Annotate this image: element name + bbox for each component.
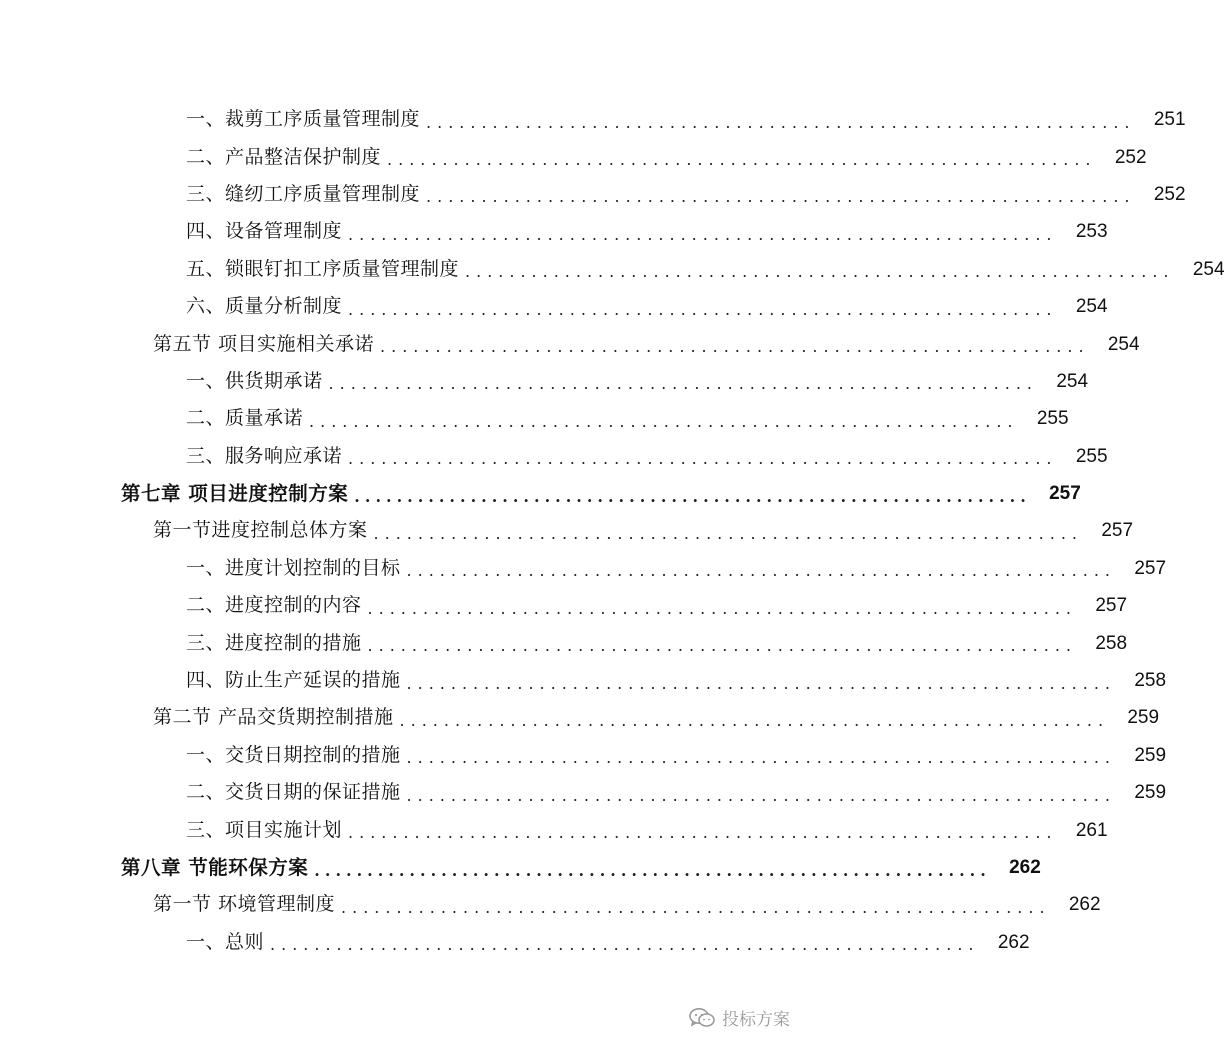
toc-dot-leader: ................................................................ [367, 598, 1078, 618]
toc-entry-title: 一、供货期承诺 [186, 369, 323, 392]
toc-entry-title: 第七章 项目进度控制方案 [121, 481, 349, 505]
toc-page-number: 261 [1075, 819, 1108, 841]
toc-dot-leader: ................................................................ [406, 561, 1117, 581]
toc-entry-title: 第五节 项目实施相关承诺 [153, 332, 375, 355]
toc-entry-title: 第一节进度控制总体方案 [153, 519, 368, 542]
toc-subsection-entry [0, 138, 1147, 175]
toc-entry-title: 三、缝纫工序质量管理制度 [186, 182, 421, 205]
toc-page-number: 254 [1192, 258, 1225, 280]
toc-dot-leader: ................................................................ [406, 785, 1117, 805]
toc-dot-leader: ................................................................ [426, 112, 1136, 132]
toc-dot-leader: ................................................................ [399, 710, 1110, 730]
toc-page-number: 257 [1101, 520, 1134, 542]
toc-subsection-entry [0, 587, 1128, 624]
toc-entry-title: 二、产品整洁保护制度 [186, 145, 382, 168]
toc-page-number: 257 [1049, 483, 1081, 505]
toc-subsection-entry [0, 737, 1167, 774]
toc-entry-title: 四、设备管理制度 [186, 220, 343, 243]
toc-entry-title: 一、总则 [186, 930, 265, 953]
watermark-text: 投标方案 [722, 1010, 790, 1030]
toc-chapter-entry [0, 475, 1081, 512]
toc-subsection-entry [0, 624, 1128, 661]
toc-subsection-entry [0, 213, 1108, 250]
toc-dot-leader: ................................................................ [367, 636, 1078, 656]
toc-page-number: 254 [1056, 370, 1089, 392]
toc-page-number: 252 [1153, 183, 1186, 205]
toc-entry-title: 五、锁眼钉扣工序质量管理制度 [186, 257, 460, 280]
toc-chapter-entry [0, 849, 1041, 886]
toc-entry-title: 六、质量分析制度 [186, 295, 343, 318]
toc-entry-title: 四、防止生产延误的措施 [186, 669, 401, 692]
toc-dot-leader: ................................................................ [341, 897, 1051, 917]
toc-dot-leader: ................................................................ [270, 935, 980, 955]
toc-page-number: 258 [1134, 670, 1167, 692]
toc-section-entry [0, 325, 1140, 362]
toc-page-number: 254 [1075, 296, 1108, 318]
toc-entry-title: 第八章 节能环保方案 [121, 855, 309, 879]
toc-page-number: 257 [1095, 595, 1128, 617]
toc-subsection-entry [0, 924, 1030, 961]
toc-page-number: 253 [1075, 221, 1108, 243]
toc-dot-leader: ................................................................ [373, 523, 1084, 543]
toc-subsection-entry [0, 438, 1108, 475]
wechat-logo-icon [688, 1007, 716, 1029]
toc-section-entry [0, 512, 1134, 549]
toc-section-entry [0, 886, 1101, 923]
toc-entry-title: 二、质量承诺 [186, 407, 304, 430]
toc-entry-title: 第一节 环境管理制度 [153, 893, 336, 916]
toc-subsection-entry [0, 400, 1069, 437]
toc-page-number: 262 [1068, 894, 1101, 916]
toc-dot-leader: ................................................................ [354, 486, 1031, 506]
toc-subsection-entry [0, 550, 1167, 587]
toc-subsection-entry [0, 662, 1167, 699]
toc-dot-leader: ................................................................ [426, 187, 1136, 207]
toc-entry-title: 一、裁剪工序质量管理制度 [186, 108, 421, 131]
toc-page-number: 255 [1036, 408, 1069, 430]
toc-page-number: 254 [1107, 333, 1140, 355]
toc-subsection-entry [0, 288, 1108, 325]
toc-page-number: 258 [1095, 632, 1128, 654]
toc-dot-leader: ................................................................ [328, 374, 1039, 394]
toc-page-number: 255 [1075, 445, 1108, 467]
toc-entry-title: 三、进度控制的措施 [186, 631, 362, 654]
toc-page-number: 259 [1134, 782, 1167, 804]
toc-dot-leader: ................................................................ [406, 748, 1117, 768]
toc-dot-leader: ................................................................ [380, 337, 1090, 357]
toc-entry-title: 一、进度计划控制的目标 [186, 556, 401, 579]
toc-page-number: 251 [1153, 109, 1186, 131]
toc-entry-title: 三、项目实施计划 [186, 818, 343, 841]
toc-page-number: 259 [1134, 744, 1167, 766]
table-of-contents [0, 101, 1225, 961]
toc-subsection-entry [0, 101, 1186, 138]
toc-dot-leader: ................................................................ [314, 860, 991, 880]
toc-dot-leader: ................................................................ [348, 224, 1058, 244]
toc-dot-leader: ................................................................ [348, 823, 1058, 843]
toc-page-number: 252 [1114, 146, 1147, 168]
toc-subsection-entry [0, 176, 1186, 213]
toc-page-number: 259 [1127, 707, 1160, 729]
toc-dot-leader: ................................................................ [387, 150, 1097, 170]
toc-dot-leader: ................................................................ [348, 299, 1058, 319]
toc-subsection-entry [0, 251, 1225, 288]
toc-dot-leader: ................................................................ [309, 411, 1019, 431]
toc-entry-title: 第二节 产品交货期控制措施 [153, 706, 394, 729]
toc-dot-leader: ................................................................ [348, 449, 1058, 469]
toc-page-number: 262 [997, 931, 1030, 953]
toc-entry-title: 二、进度控制的内容 [186, 594, 362, 617]
toc-entry-title: 三、服务响应承诺 [186, 444, 343, 467]
toc-section-entry [0, 699, 1160, 736]
toc-page-number: 262 [1009, 857, 1041, 878]
toc-subsection-entry [0, 811, 1108, 848]
toc-subsection-entry [0, 774, 1167, 811]
toc-dot-leader: ................................................................ [406, 673, 1117, 693]
toc-entry-title: 一、交货日期控制的措施 [186, 743, 401, 766]
toc-subsection-entry [0, 363, 1089, 400]
toc-dot-leader: ................................................................ [465, 262, 1175, 282]
watermark [688, 1005, 790, 1030]
toc-entry-title: 二、交货日期的保证措施 [186, 781, 401, 804]
toc-page-number: 257 [1134, 557, 1167, 579]
